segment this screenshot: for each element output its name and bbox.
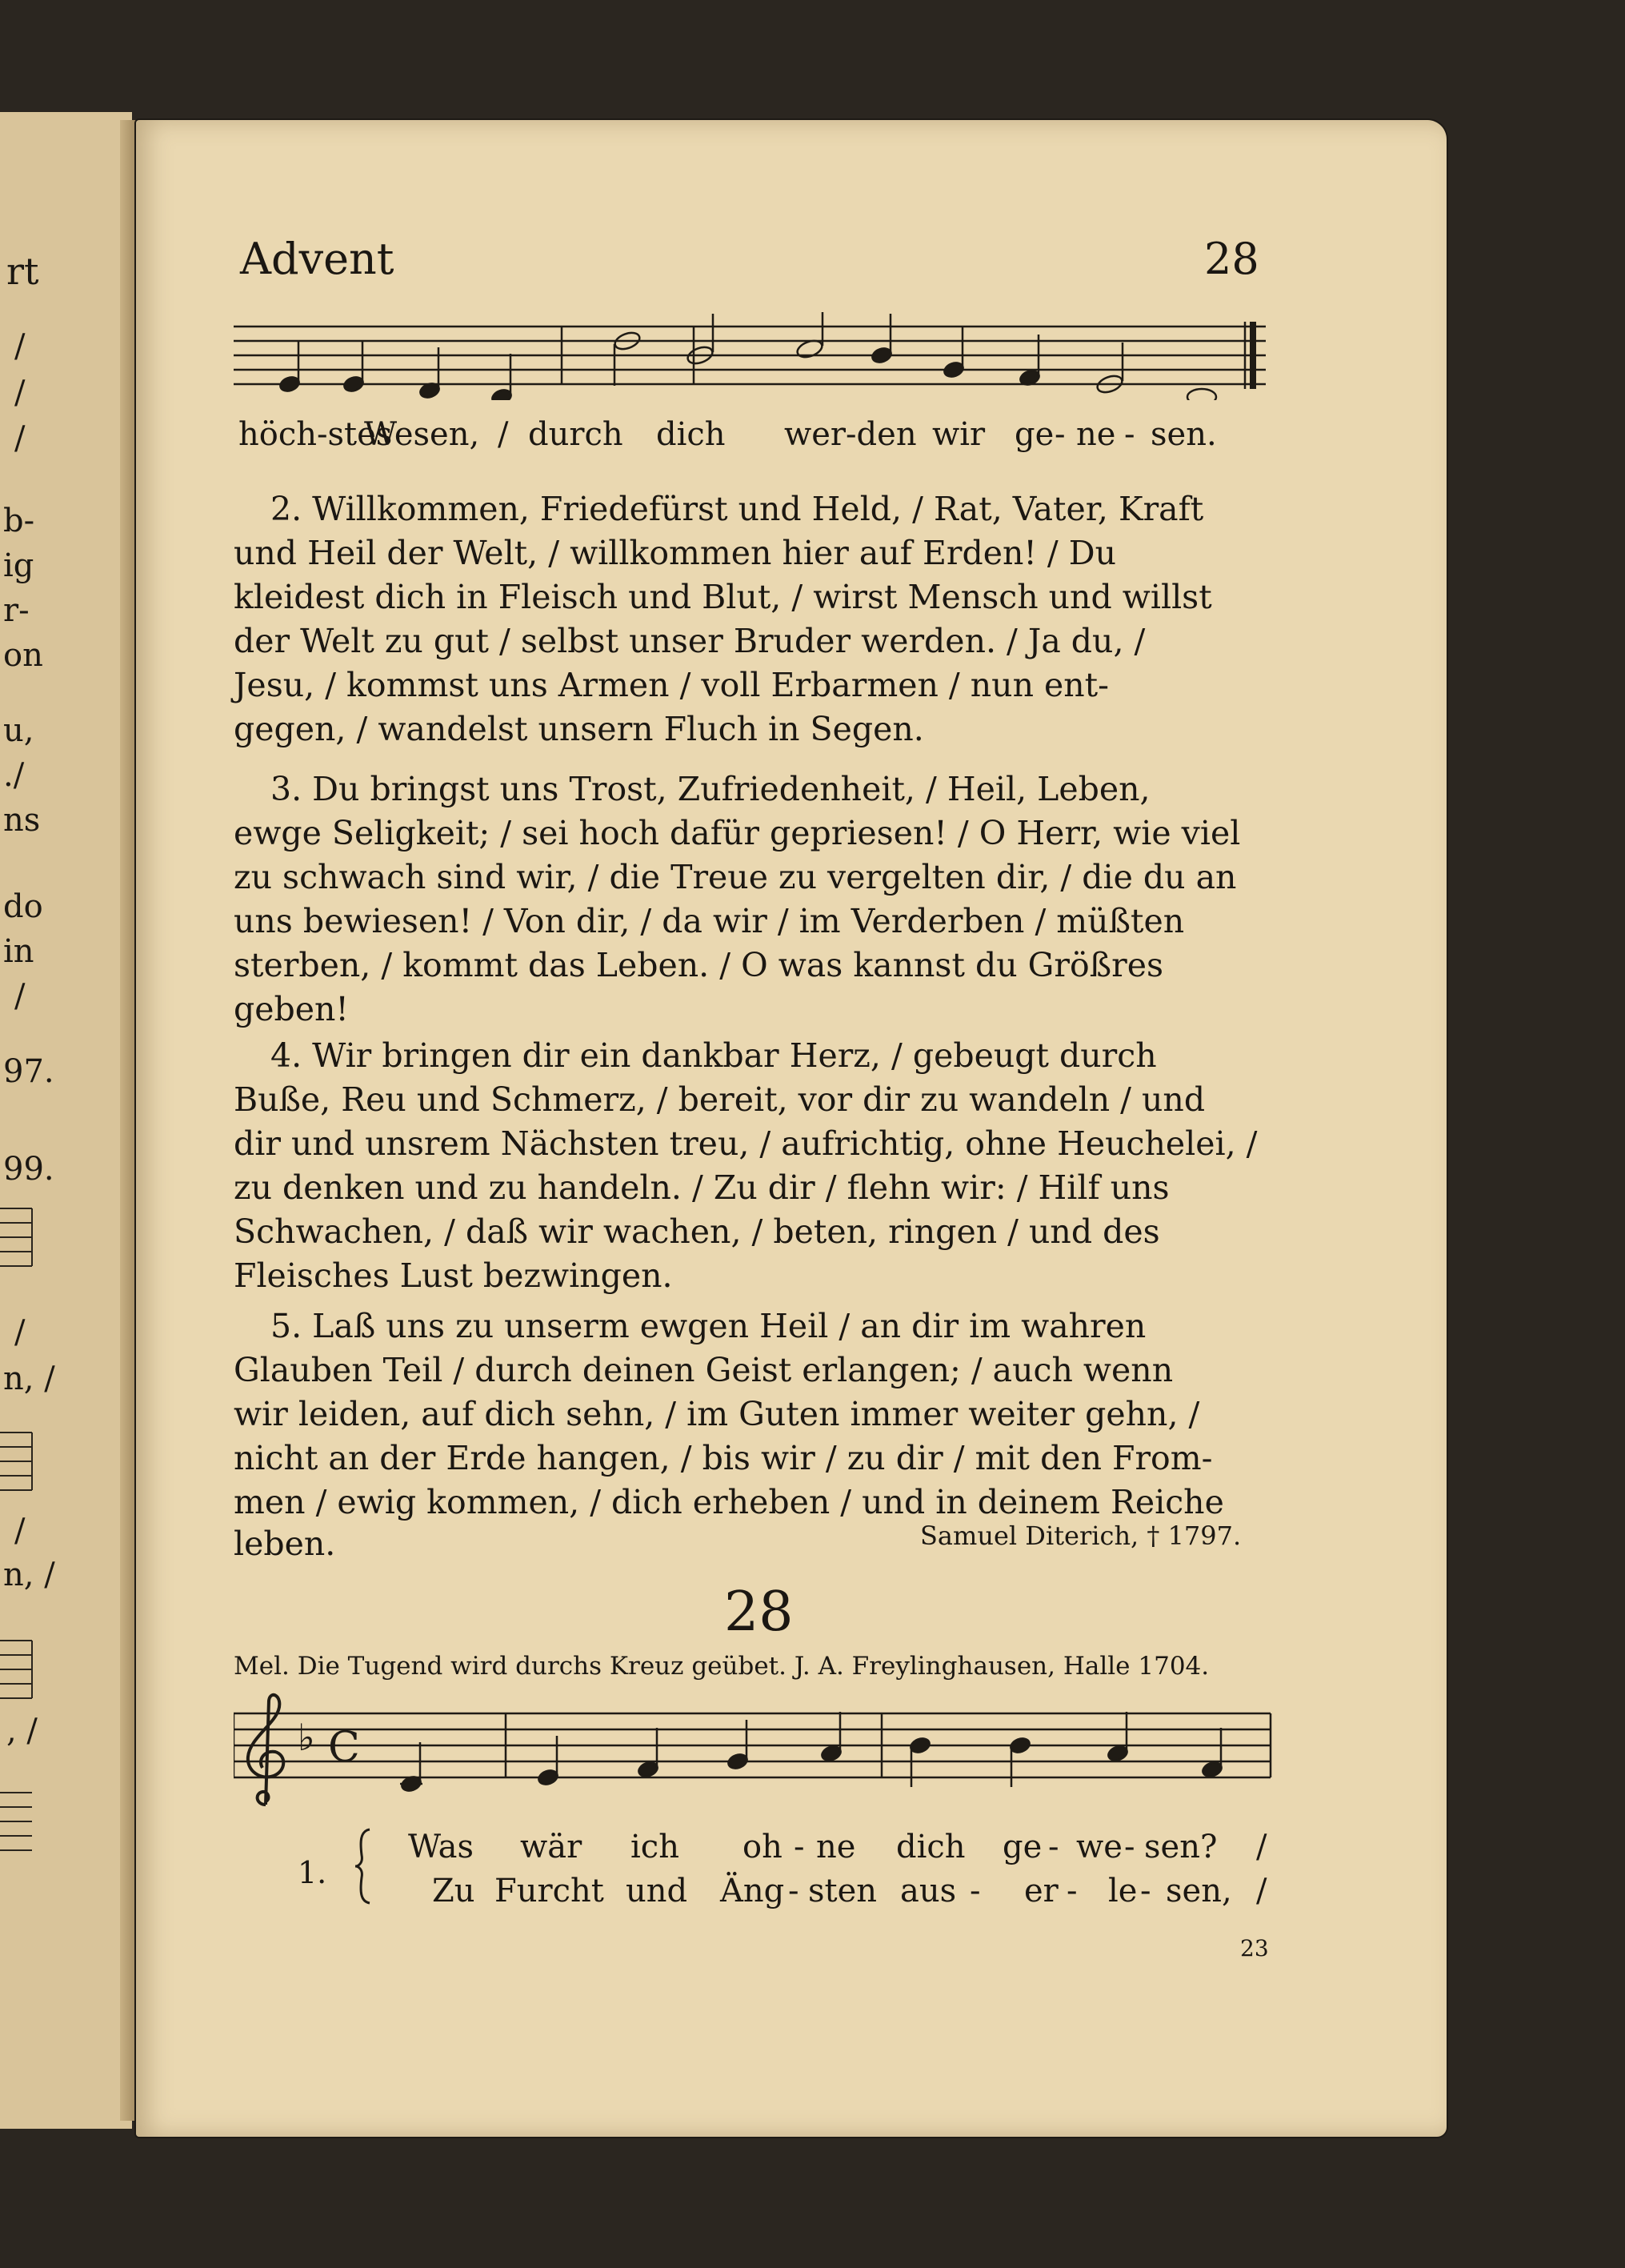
lyric-syllable: oh [742,1829,782,1865]
stanza-line: Glauben Teil / durch deinen Geist erlangen; / auch wenn [234,1351,1174,1389]
stanza-line: wir leiden, auf dich sehn, / im Guten immer weiter gehn, / [234,1395,1200,1433]
lyric-syllable: le [1108,1873,1138,1909]
lyric-syllable: Äng [720,1873,785,1909]
stanza-line: zu schwach sind wir, / die Treue zu vergelten dir, / die du an [234,858,1237,896]
common-time-sign: C [328,1724,360,1772]
lyric-syllable: ich [630,1829,679,1865]
left-fragment: ns [3,802,41,839]
left-fragment: 99. [3,1151,54,1188]
lyric-syllable: ne [816,1829,856,1865]
lyric-syllable: wir [932,416,986,453]
left-fragment: / [14,328,26,365]
lyric-syllable: sen, [1166,1873,1232,1909]
stanza-line: geben! [234,990,349,1028]
melody-attribution: Mel. Die Tugend wird durchs Kreuz geübet. J. A. Freylinghausen, Halle 1704. [234,1652,1210,1681]
left-fragment: / [14,1513,26,1549]
left-fragment: / [14,978,26,1015]
lyric-syllable: wer-den [784,416,917,453]
left-fragment: in [3,933,34,970]
stanza-line: ewge Seligkeit; / sei hoch dafür gepriesen! / O Herr, wie viel [234,814,1241,852]
lyric-syllable: Wesen, [364,416,480,453]
stanza-line: gegen, / wandelst unsern Fluch in Segen. [234,710,924,748]
lyric-syllable: sen? [1144,1829,1218,1865]
stanza-line: 5. Laß uns zu unserm ewgen Heil / an dir im wahren [270,1307,1147,1345]
lyric-syllable: / [1256,1873,1267,1909]
lyric-syllable: ne [1076,416,1116,453]
left-fragment: do [3,888,43,925]
lyric-syllable: - [1055,416,1066,453]
lyric-syllable: er [1024,1873,1059,1909]
lyric-syllable: / [498,416,509,453]
stanza-line: der Welt zu gut / selbst unser Bruder werden. / Ja du, / [234,622,1146,660]
hymn-number: 28 [724,1581,794,1644]
left-fragment: n, / [3,1360,55,1397]
music-staff-2 [234,1693,1290,1821]
stanza-line: Schwachen, / daß wir wachen, / beten, ringen / und des [234,1212,1160,1251]
stanza-number: 1. [298,1855,327,1890]
left-fragment: u, [3,712,34,749]
lyric-syllable: höch-stes [238,416,393,453]
left-fragment: on [3,637,43,674]
stanza-line: leben. [234,1525,336,1563]
left-fragment: ./ [3,757,25,794]
lyric-syllable: dich [896,1829,966,1865]
left-fragment: r- [3,592,30,629]
lyric-syllable: durch [528,416,623,453]
lyric-syllable: ge [1015,416,1055,453]
left-fragment: b- [3,503,35,539]
lyric-syllable: - [788,1873,799,1909]
lyric-syllable: aus [900,1873,957,1909]
running-title: Advent [240,234,394,284]
lyric-syllable: - [794,1829,805,1865]
stanza-line: men / ewig kommen, / dich erheben / und in deinem Reiche [234,1483,1224,1521]
lyric-syllable: ge [1003,1829,1043,1865]
stanza-line: und Heil der Welt, / willkommen hier auf Erden! / Du [234,534,1117,572]
left-fragment: ig [3,547,34,584]
lyric-syllable: - [1124,1829,1135,1865]
lyric-syllable: wär [520,1829,582,1865]
left-fragment: , / [6,1713,38,1749]
lyric-syllable: sten [808,1873,878,1909]
stanza-line: 3. Du bringst uns Trost, Zufriedenheit, / Heil, Leben, [270,770,1151,808]
stanza-line: Fleisches Lust bezwingen. [234,1256,673,1295]
stanza-line: uns bewiesen! / Von dir, / da wir / im Verderben / müßten [234,902,1185,940]
left-staff-fragments [0,1200,48,2201]
author-attribution: Samuel Diterich, † 1797. [920,1521,1242,1551]
stanza-brace [352,1826,376,1906]
stanza-line: zu denken und zu handeln. / Zu dir / flehn wir: / Hilf uns [234,1168,1170,1207]
stanza-line: Buße, Reu und Schmerz, / bereit, vor dir zu wandeln / und [234,1080,1206,1119]
left-fragment: / [14,420,26,457]
lyric-syllable: - [1124,416,1135,453]
left-fragment: n, / [3,1557,55,1593]
left-fragment: / [14,1314,26,1351]
lyric-syllable: Zu [432,1873,475,1909]
lyric-syllable: Furcht [494,1873,604,1909]
stanza-line: 2. Willkommen, Friedefürst und Held, / Rat, Vater, Kraft [270,490,1204,528]
lyric-syllable: - [1067,1873,1078,1909]
lyric-syllable: sen. [1151,416,1217,453]
page-number: 28 [1204,234,1259,284]
stanza-line: Jesu, / kommst uns Armen / voll Erbarmen / nun ent- [234,666,1110,704]
lyric-syllable: / [1256,1829,1267,1865]
stanza-line: nicht an der Erde hangen, / bis wir / zu dir / mit den From- [234,1439,1213,1477]
music-staff-1 [234,312,1290,400]
lyric-syllable: - [1048,1829,1059,1865]
left-fragment: rt [6,250,39,293]
flat-sign: ♭ [298,1716,315,1759]
lyric-syllable: - [970,1873,981,1909]
lyric-syllable: we [1076,1829,1123,1865]
stanza-line: dir und unsrem Nächsten treu, / aufrichtig, ohne Heuchelei, / [234,1124,1258,1163]
stanza-line: sterben, / kommt das Leben. / O was kannst du Größres [234,946,1163,984]
lyric-syllable: und [626,1873,688,1909]
stanza-line: 4. Wir bringen dir ein dankbar Herz, / gebeugt durch [270,1036,1157,1075]
left-fragment: 97. [3,1053,54,1090]
left-fragment: / [14,375,26,411]
lyric-syllable: - [1140,1873,1151,1909]
stanza-line: kleidest dich in Fleisch und Blut, / wirst Mensch und willst [234,578,1212,616]
lyric-syllable: Was [408,1829,474,1865]
lyric-syllable: dich [656,416,726,453]
signature-folio: 23 [1240,1935,1269,1961]
